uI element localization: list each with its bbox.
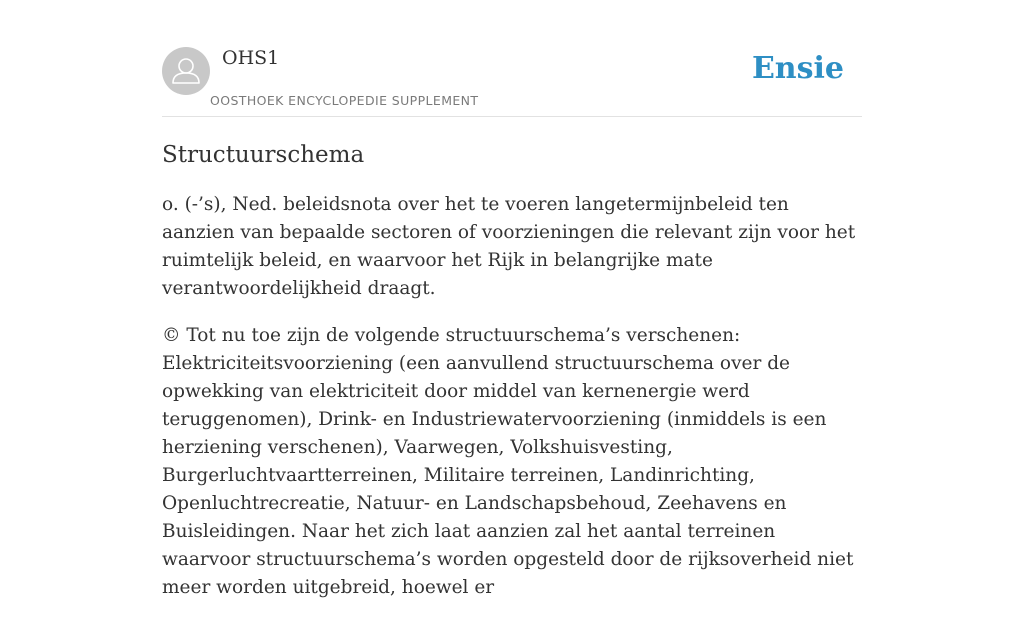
source-name[interactable]: OOSTHOEK ENCYCLOPEDIE SUPPLEMENT: [210, 93, 479, 108]
article-paragraph: o. (-’s), Ned. beleidsnota over het te voeren langetermijnbeleid ten aanzien van bepaalde sectoren of voorzieningen die relevant zijn voor het ruimtelijk beleid, en waarvoor het Rijk in belangrijke mate verantwoordelijkheid draagt.: [162, 194, 856, 299]
author-avatar[interactable]: [162, 47, 210, 95]
author-name[interactable]: OHS1: [222, 47, 280, 69]
article-paragraph: © Tot nu toe zijn de volgende structuurschema’s verschenen: Elektriciteitsvoorziening (een aanvullend structuurschema over de opwekking van elektriciteit door middel van kernenergie werd teruggenomen), Drink- en Industriewatervoorziening (inmiddels is een herziening verschenen), Vaarwegen, Volkshuisvesting, Burgerluchtvaartterreinen, Militaire terreinen, Landinrichting, Openluchtrecreatie, Natuur- en Landschapsbehoud, Zeehavens en Buisleidingen. Naar het zich laat aanzien zal het aantal terreinen waarvoor structuurschema’s worden opgesteld door de rijksoverheid niet meer worden uitgebreid, hoewel er: [162, 325, 854, 598]
article-body: [162, 138, 866, 621]
user-silhouette-icon: [162, 47, 210, 95]
article-title: Structuurschema: [162, 142, 365, 168]
site-logo[interactable]: Ensie: [751, 51, 844, 86]
article-header: [162, 0, 862, 117]
